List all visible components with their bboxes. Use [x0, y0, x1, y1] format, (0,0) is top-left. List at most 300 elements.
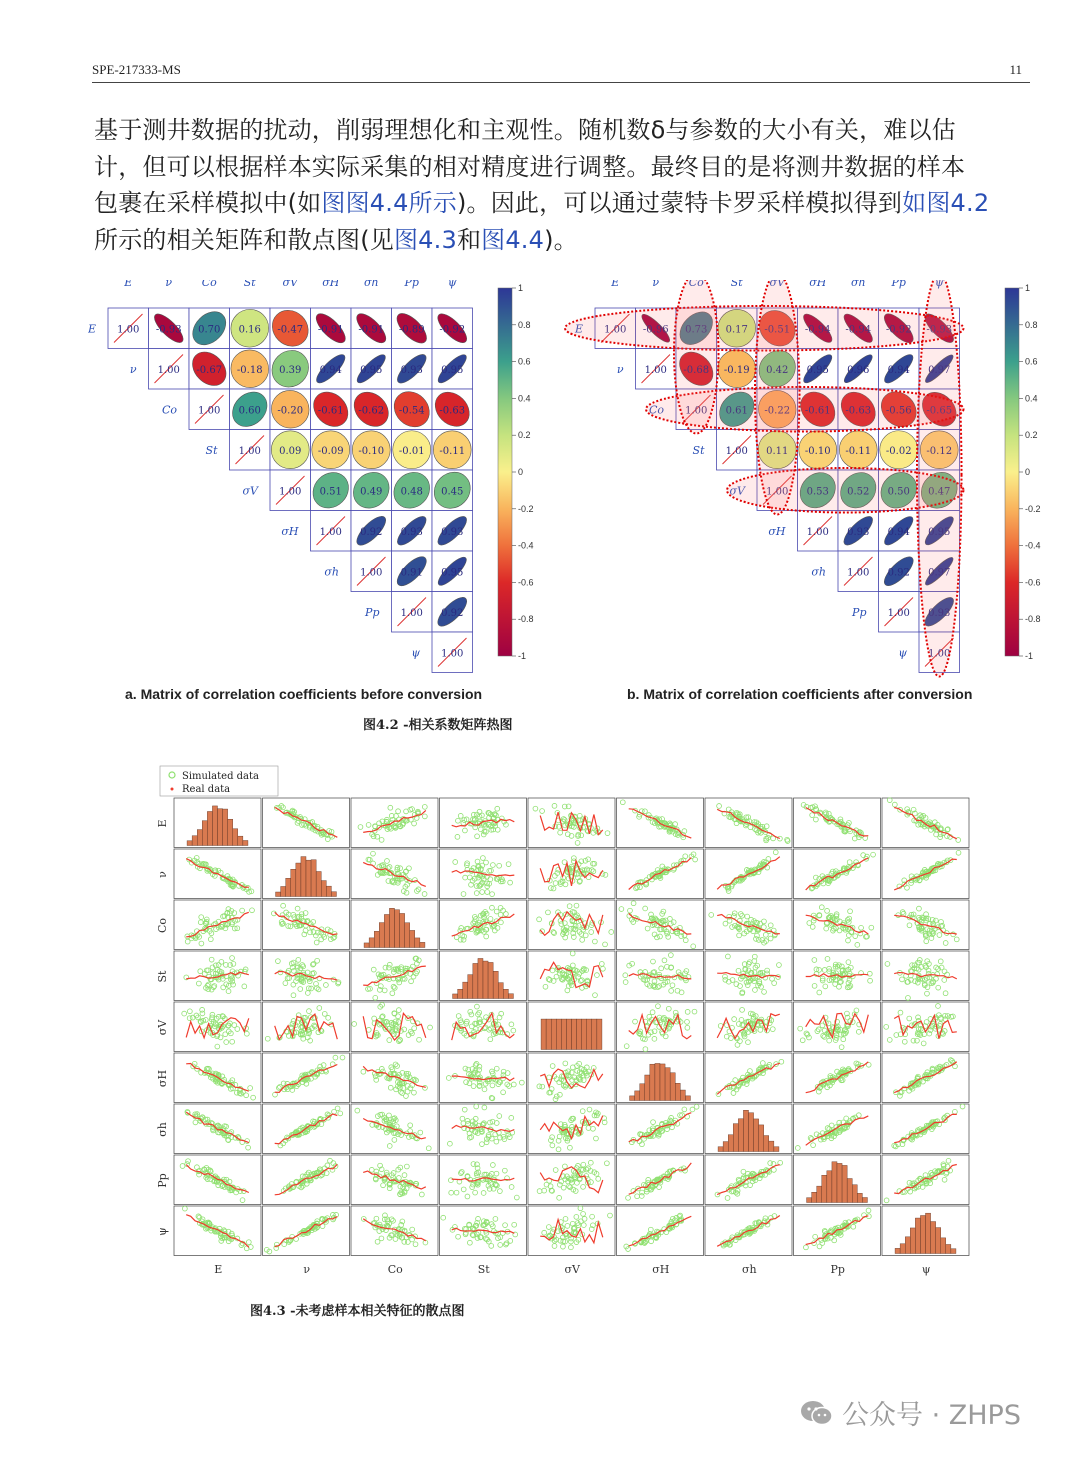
correlation-value: 0.48	[400, 486, 423, 498]
histogram-bar	[331, 892, 336, 897]
scatter-panel	[882, 1002, 969, 1052]
correlation-value: -0.89	[398, 324, 425, 336]
watermark	[800, 1393, 1021, 1432]
correlation-value: 1.00	[441, 648, 464, 660]
histogram-bar	[238, 836, 243, 845]
scatter-cell	[794, 1002, 881, 1052]
scatter-cell	[705, 900, 792, 950]
histogram-bar	[827, 1171, 832, 1203]
histogram-bar	[187, 841, 192, 846]
histogram-bar	[754, 1119, 759, 1152]
correlation-value: 1.00	[319, 526, 342, 538]
scatter-panel	[351, 1053, 438, 1103]
correlation-value: 0.93	[400, 364, 423, 376]
histogram-bar	[847, 1179, 852, 1203]
correlation-value: 0.39	[279, 364, 302, 376]
correlation-value: 0.93	[400, 526, 423, 538]
correlation-value: 1.00	[644, 364, 667, 376]
scatter-cell	[617, 1155, 704, 1205]
panel-b-caption: b. Matrix of correlation coefficients after conversion	[627, 686, 973, 702]
histogram-bar	[837, 1163, 842, 1202]
scatter-cell	[617, 798, 704, 848]
histogram-bar	[311, 860, 316, 897]
figure-link[interactable]: 图4.3	[393, 225, 457, 254]
correlation-value: -0.61	[317, 405, 344, 417]
histogram-bar	[508, 994, 513, 999]
scatter-cell	[174, 1002, 261, 1052]
colorbar	[1005, 288, 1019, 656]
column-label: σH	[809, 280, 827, 289]
row-label: St	[205, 443, 218, 457]
histogram-bar	[630, 1096, 635, 1101]
histogram-bar	[597, 1019, 602, 1049]
scatter-cell	[174, 1206, 261, 1256]
scatter-cell	[882, 1002, 969, 1052]
row-label: σH	[281, 524, 299, 538]
scatter-cell	[528, 1155, 615, 1205]
histogram-bar	[405, 923, 410, 948]
colorbar-tick-label: 0.6	[1025, 356, 1038, 367]
colorbar	[498, 288, 512, 656]
correlation-value: 0.45	[441, 486, 464, 498]
scatter-cell	[528, 900, 615, 950]
scatter-cell	[705, 1155, 792, 1205]
correlation-value: -0.10	[804, 445, 831, 457]
scatter-cell	[174, 1104, 261, 1154]
histogram-bar	[931, 1222, 936, 1254]
histogram-bar	[926, 1213, 931, 1253]
wechat-icon	[800, 1399, 834, 1427]
row-label: σV	[242, 484, 258, 498]
scatter-cell	[794, 1206, 881, 1256]
histogram-bar	[468, 975, 473, 999]
histogram-bar	[420, 942, 425, 947]
histogram-bar	[197, 830, 202, 846]
histogram-bar	[243, 840, 248, 845]
y-axis-label: σH	[156, 1069, 169, 1088]
colorbar-tick-label: 1	[518, 283, 524, 293]
histogram-bar	[572, 1019, 577, 1049]
correlation-value: 1.00	[279, 486, 302, 498]
histogram-bar	[384, 914, 389, 947]
correlation-value: -0.62	[358, 405, 385, 417]
scatter-cell	[351, 849, 438, 899]
colorbar-tick-label: -0.4	[1025, 540, 1041, 551]
scatter-panel	[528, 1206, 615, 1256]
colorbar-tick-label: -1	[518, 651, 527, 661]
column-label: ν	[652, 280, 660, 289]
histogram-bar	[453, 994, 458, 999]
correlation-value: 1.00	[198, 405, 221, 417]
correlation-value: 0.92	[887, 567, 910, 579]
figure-4-2	[88, 280, 1048, 733]
histogram-bar	[306, 860, 311, 896]
histogram-bar	[915, 1218, 920, 1253]
x-axis-label: Co	[387, 1263, 403, 1276]
histogram-bar	[675, 1083, 680, 1100]
histogram-bar	[566, 1019, 571, 1049]
scatter-cell	[882, 798, 969, 848]
x-axis-label: σH	[652, 1263, 670, 1276]
row-label: ψ	[411, 646, 420, 660]
correlation-value: 0.60	[238, 405, 261, 417]
correlation-value: 0.93	[847, 526, 870, 538]
scatter-cell	[882, 1155, 969, 1205]
histogram-bar	[640, 1084, 645, 1101]
histogram-bar	[483, 961, 488, 998]
correlation-value: 1.00	[847, 567, 870, 579]
histogram-bar	[561, 1019, 566, 1049]
histogram-bar	[395, 910, 400, 948]
correlation-value: 0.96	[847, 364, 870, 376]
histogram-bar	[326, 886, 331, 896]
correlation-value: 0.51	[319, 486, 342, 498]
correlation-value: -0.09	[317, 445, 344, 457]
scatter-cell	[263, 1104, 350, 1154]
scatter-cell	[528, 1104, 615, 1154]
histogram-bar	[895, 1248, 900, 1253]
histogram-bar	[321, 881, 326, 897]
watermark-text: 公众号 · ZHPS	[842, 1400, 1021, 1431]
correlation-value: 0.16	[238, 324, 261, 336]
figure-link[interactable]: 图图4.4所示	[321, 189, 457, 217]
colorbar-tick-label: 0.8	[1025, 319, 1038, 330]
histogram-bar	[723, 1142, 728, 1152]
histogram-bar	[946, 1244, 951, 1253]
correlation-value: -0.47	[277, 324, 304, 336]
x-axis-label: σV	[564, 1263, 580, 1276]
scatter-cell	[351, 798, 438, 848]
column-label: ψ	[447, 280, 457, 289]
histogram-bar	[905, 1237, 910, 1254]
histogram-bar	[764, 1136, 769, 1152]
row-label: ν	[616, 362, 624, 376]
y-axis-label: ν	[156, 871, 169, 878]
colorbar-tick-label: -0.2	[518, 503, 534, 514]
row-label: ν	[129, 362, 137, 376]
x-axis-label: Pp	[830, 1263, 845, 1276]
correlation-value: 0.92	[360, 526, 383, 538]
colorbar-tick-label: 0.2	[518, 430, 531, 441]
histogram-bar	[852, 1185, 857, 1203]
scatter-cell	[705, 849, 792, 899]
correlation-value: -0.20	[277, 405, 304, 417]
correlation-heatmaps	[88, 280, 1048, 720]
histogram-bar	[577, 1019, 582, 1049]
histogram-bar	[478, 958, 483, 998]
correlation-value: 1.00	[238, 445, 261, 457]
histogram-bar	[493, 971, 498, 998]
scatter-cell	[528, 798, 615, 848]
colorbar-tick-label: -0.6	[1025, 577, 1041, 588]
scatter-cell	[794, 849, 881, 899]
colorbar-tick-label: -0.4	[518, 540, 534, 551]
scatter-cell	[617, 849, 704, 899]
column-label: E	[124, 280, 133, 289]
scatter-cell	[351, 1155, 438, 1205]
scatter-cell	[440, 1002, 527, 1052]
correlation-value: -0.92	[439, 324, 466, 336]
histogram-bar	[415, 938, 420, 948]
correlation-value: -0.54	[398, 405, 425, 417]
histogram-bar	[587, 1019, 592, 1049]
scatter-panel	[263, 1155, 350, 1205]
scatter-cell	[263, 798, 350, 848]
correlation-value: 0.95	[360, 364, 383, 376]
highlight-column-ellipse	[755, 280, 800, 515]
x-axis-label: St	[477, 1263, 490, 1276]
correlation-value: -0.18	[236, 364, 263, 376]
column-label: σH	[322, 280, 340, 289]
histogram-bar	[291, 869, 296, 896]
correlation-value: -0.93	[155, 324, 182, 336]
colorbar-tick-label: 0	[1025, 467, 1031, 477]
scatter-cell	[794, 1104, 881, 1154]
row-label: Pp	[365, 605, 380, 619]
scatter-cell	[351, 1104, 438, 1154]
text: )。	[544, 225, 578, 254]
colorbar-tick-label: 0.2	[1025, 430, 1038, 441]
histogram-bar	[463, 982, 468, 998]
scatter-cell	[351, 1002, 438, 1052]
scatter-panel	[528, 1155, 615, 1205]
y-axis-label: ψ	[156, 1227, 169, 1236]
histogram-bar	[488, 962, 493, 998]
legend-real-label: Real data	[182, 784, 231, 795]
heatmap-panel	[88, 280, 534, 673]
correlation-value: 1.00	[360, 567, 383, 579]
histogram-bar	[680, 1090, 685, 1100]
correlation-value: 0.49	[360, 486, 383, 498]
histogram-bar	[379, 923, 384, 948]
correlation-value: 0.95	[441, 567, 464, 579]
histogram-bar	[936, 1228, 941, 1254]
histogram-bar	[655, 1063, 660, 1100]
scatter-cell	[617, 951, 704, 1001]
y-axis-label: E	[156, 819, 169, 828]
histogram-bar	[458, 989, 463, 998]
colorbar-tick-label: -0.2	[1025, 503, 1041, 514]
correlation-value: -0.11	[439, 445, 466, 457]
scatter-cell	[528, 1002, 615, 1052]
text: 和	[456, 225, 482, 254]
scatter-panel	[263, 900, 350, 950]
paragraph-line-3	[94, 185, 1034, 222]
histogram-bar	[218, 809, 223, 846]
histogram-bar	[910, 1228, 915, 1254]
correlation-value: -0.91	[358, 324, 385, 336]
histogram-bar	[832, 1162, 837, 1203]
histogram-bar	[233, 829, 238, 846]
histogram-bar	[728, 1135, 733, 1152]
highlight-column-ellipse	[917, 280, 962, 677]
histogram-bar	[685, 1096, 690, 1101]
page-number: 11	[1009, 62, 1022, 77]
correlation-value: -0.91	[317, 324, 344, 336]
histogram-bar	[842, 1165, 847, 1202]
correlation-value: 1.00	[157, 364, 180, 376]
column-label: σh	[363, 280, 379, 289]
scatter-cell	[263, 951, 350, 1001]
row-label: σh	[811, 565, 826, 579]
scatter-cell	[263, 1155, 350, 1205]
scatter-cell	[351, 900, 438, 950]
scatter-cell	[882, 849, 969, 899]
column-label: σh	[850, 280, 866, 289]
correlation-value: 0.94	[887, 364, 910, 376]
scatter-cell	[882, 900, 969, 950]
scatter-cell	[705, 1206, 792, 1256]
highlight-column-ellipse	[674, 280, 719, 434]
correlation-value: -0.10	[358, 445, 385, 457]
histogram-bar	[286, 878, 291, 896]
histogram-bar	[670, 1073, 675, 1101]
scatter-cell	[705, 1002, 792, 1052]
heatmap-panel	[565, 280, 1041, 677]
histogram-bar	[822, 1175, 827, 1202]
figure-link[interactable]: 如图4.2	[902, 189, 990, 217]
y-axis-label: σV	[156, 1019, 169, 1036]
scatter-cell	[440, 900, 527, 950]
correlation-value: 0.09	[279, 445, 302, 457]
histogram-bar	[941, 1238, 946, 1254]
histogram-bar	[202, 821, 207, 846]
y-axis-label: σh	[156, 1122, 169, 1137]
x-axis-label: ψ	[921, 1263, 931, 1276]
row-label: Pp	[852, 605, 867, 619]
scatter-cell	[263, 1002, 350, 1052]
column-label: Pp	[891, 280, 906, 289]
histogram-bar	[296, 863, 301, 896]
y-axis-label: Co	[156, 917, 169, 934]
scatter-cell	[882, 1053, 969, 1103]
histogram-bar	[374, 931, 379, 947]
scatter-cell	[794, 798, 881, 848]
histogram-bar	[807, 1198, 812, 1203]
histogram-bar	[556, 1019, 561, 1049]
histogram-bar	[503, 989, 508, 998]
row-label: Co	[161, 403, 177, 417]
correlation-value: -0.67	[196, 364, 223, 376]
histogram-bar	[369, 938, 374, 948]
scatter-cell	[174, 849, 261, 899]
histogram-bar	[774, 1147, 779, 1152]
histogram-bar	[192, 836, 197, 846]
correlation-value: 1.00	[725, 445, 748, 457]
x-axis-label: σh	[741, 1263, 757, 1276]
legend-simulated-label: Simulated data	[182, 771, 259, 782]
colorbar-tick-label: 0.4	[518, 393, 531, 404]
colorbar-tick-label: -0.8	[518, 614, 534, 625]
histogram-bar	[862, 1198, 867, 1203]
colorbar-tick-label: 0.6	[518, 356, 531, 367]
page-header	[92, 60, 1030, 83]
colorbar-tick-label: -0.6	[518, 577, 534, 588]
scatter-cell	[528, 1206, 615, 1256]
histogram-bar	[389, 908, 394, 947]
row-label: E	[88, 322, 96, 336]
scatter-cell	[882, 1104, 969, 1154]
histogram-bar	[743, 1110, 748, 1151]
correlation-value: -0.19	[723, 364, 750, 376]
colorbar-tick-label: 0	[518, 467, 524, 477]
scatter-cell	[174, 951, 261, 1001]
scatter-cell	[174, 1155, 261, 1205]
paragraph-line-1: 基于测井数据的扰动，削弱理想化和主观性。随机数δ与参数的大小有关，难以估	[94, 116, 956, 144]
histogram-bar	[212, 806, 217, 846]
paragraph-line-2: 计，但可以根据样本实际采集的相对精度进行调整。最终目的是将测井数据的样本	[94, 152, 966, 181]
correlation-value: 1.00	[400, 607, 423, 619]
correlation-value: 1.00	[806, 526, 829, 538]
histogram-bar	[857, 1193, 862, 1202]
histogram-bar	[498, 983, 503, 999]
histogram-bar	[738, 1119, 743, 1152]
scatter-panel	[351, 1206, 438, 1256]
scatter-cell	[351, 1206, 438, 1256]
histogram-bar	[817, 1186, 822, 1202]
histogram-bar	[759, 1125, 764, 1152]
colorbar-tick-label: -0.8	[1025, 614, 1041, 625]
scatter-cell	[794, 1155, 881, 1205]
scatter-cell	[174, 900, 261, 950]
histogram-bar	[541, 1019, 546, 1049]
scatter-cell	[705, 1104, 792, 1154]
histogram-bar	[207, 811, 212, 845]
correlation-value: 0.92	[441, 607, 464, 619]
histogram-bar	[364, 943, 369, 948]
x-axis-label: E	[214, 1263, 223, 1276]
histogram-bar	[900, 1244, 905, 1254]
scatter-cell	[794, 1053, 881, 1103]
histogram-bar	[551, 1019, 556, 1049]
colorbar-tick-label: 0.8	[518, 319, 531, 330]
scatter-grid	[156, 766, 969, 1276]
scatter-cell	[528, 1053, 615, 1103]
scatter-cell	[705, 1053, 792, 1103]
figure-link[interactable]: 图4.4	[481, 225, 545, 254]
column-label: St	[730, 280, 743, 289]
text: )。因此，可以通过蒙特卡罗采样模拟得到	[456, 189, 903, 217]
correlation-value: 0.95	[806, 364, 829, 376]
scatter-cell	[794, 951, 881, 1001]
histogram-bar	[400, 913, 405, 947]
scatter-cell	[617, 1002, 704, 1052]
histogram-bar	[301, 857, 306, 897]
histogram-bar	[951, 1249, 956, 1254]
scatter-cell	[705, 951, 792, 1001]
legend-real-marker	[171, 788, 174, 791]
scatter-cell	[440, 951, 527, 1001]
histogram-bar	[281, 886, 286, 896]
histogram-bar	[920, 1215, 925, 1253]
figure-4-3	[138, 760, 998, 1320]
row-label: St	[692, 443, 705, 457]
scatter-cell	[174, 798, 261, 848]
colorbar-tick-label: 0.4	[1025, 393, 1038, 404]
scatter-cell	[705, 798, 792, 848]
histogram-bar	[650, 1064, 655, 1100]
scatter-cell	[617, 1053, 704, 1103]
histogram-bar	[749, 1113, 754, 1152]
colorbar-tick-label: -1	[1025, 651, 1034, 661]
doc-id: SPE-217333-MS	[92, 62, 181, 77]
correlation-value: 0.91	[400, 567, 423, 579]
row-label: σh	[324, 565, 339, 579]
figure-4-3-caption: 图4.3 -未考虑样本相关特征的散点图	[250, 1304, 465, 1319]
scatter-cell	[440, 1206, 527, 1256]
panel-a-caption: a. Matrix of correlation coefficients before conversion	[125, 686, 483, 702]
histogram-bar	[592, 1019, 597, 1049]
